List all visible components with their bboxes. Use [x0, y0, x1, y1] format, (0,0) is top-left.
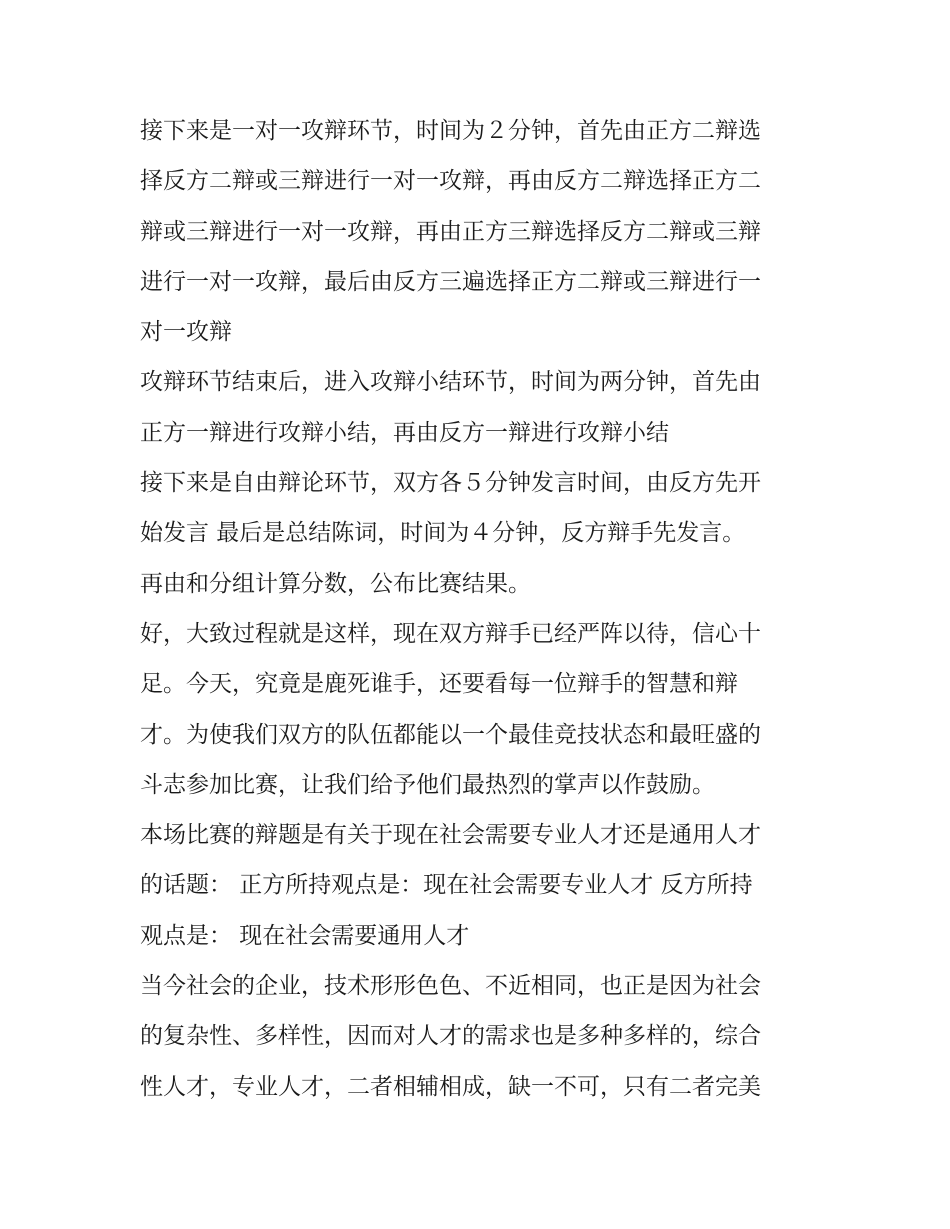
paragraph-summary-round	[140, 357, 812, 458]
paragraph-intro	[140, 609, 812, 810]
text-line: 接下来是一对一攻辩环节，时间为２分钟，首先由正方二辩选	[140, 118, 761, 144]
text-line: 攻辩环节结束后，进入攻辩小结环节，时间为两分钟，首先由	[140, 369, 761, 396]
document-body	[140, 106, 812, 1112]
text-line: 进行一对一攻辩，最后由反方三遍选择正方二辩或三辩进行一	[140, 268, 761, 295]
text-line: 辩或三辩进行一对一攻辩，再由正方三辩选择反方二辩或三辩	[140, 218, 761, 245]
text-line: 性人才，专业人才，二者相辅相成，缺一不可，只有二者完美	[140, 1073, 761, 1100]
text-line: 好，大致过程就是这样，现在双方辩手已经严阵以待，信心十	[140, 620, 761, 647]
paragraph-topic	[140, 810, 812, 961]
text-line: 当今社会的企业，技术形形色色、不近相同，也正是因为社会	[140, 973, 761, 1000]
text-line: 择反方二辩或三辩进行一对一攻辩，再由反方二辩选择正方二	[140, 168, 761, 195]
paragraph-debate-rules	[140, 106, 812, 357]
text-line: 观点是： 现在社会需要通用人才	[140, 922, 470, 949]
text-line: 斗志参加比赛，让我们给予他们最热烈的掌声以作鼓励。	[140, 771, 715, 798]
text-line: 始发言 最后是总结陈词，时间为４分钟，反方辩手先发言。	[140, 520, 746, 547]
text-line: 本场比赛的辩题是有关于现在社会需要专业人才还是通用人才	[140, 822, 761, 849]
text-line: 对一攻辩	[140, 319, 232, 346]
paragraph-scoring	[140, 559, 812, 609]
text-line: 正方一辩进行攻辩小结，再由反方一辩进行攻辩小结	[140, 419, 669, 446]
text-line: 足。今天，究竟是鹿死谁手，还要看每一位辩手的智慧和辩	[140, 671, 738, 698]
text-line: 再由和分组计算分数，公布比赛结果。	[140, 570, 531, 597]
text-line: 的话题： 正方所持观点是：现在社会需要专业人才 反方所持	[140, 872, 753, 899]
text-line: 才。为使我们双方的队伍都能以一个最佳竞技状态和最旺盛的	[140, 721, 761, 748]
paragraph-argument	[140, 961, 812, 1112]
paragraph-free-debate	[140, 458, 812, 559]
text-line: 的复杂性、多样性，因而对人才的需求也是多种多样的，综合	[140, 1023, 761, 1050]
text-line: 接下来是自由辩论环节，双方各５分钟发言时间，由反方先开	[140, 470, 761, 497]
